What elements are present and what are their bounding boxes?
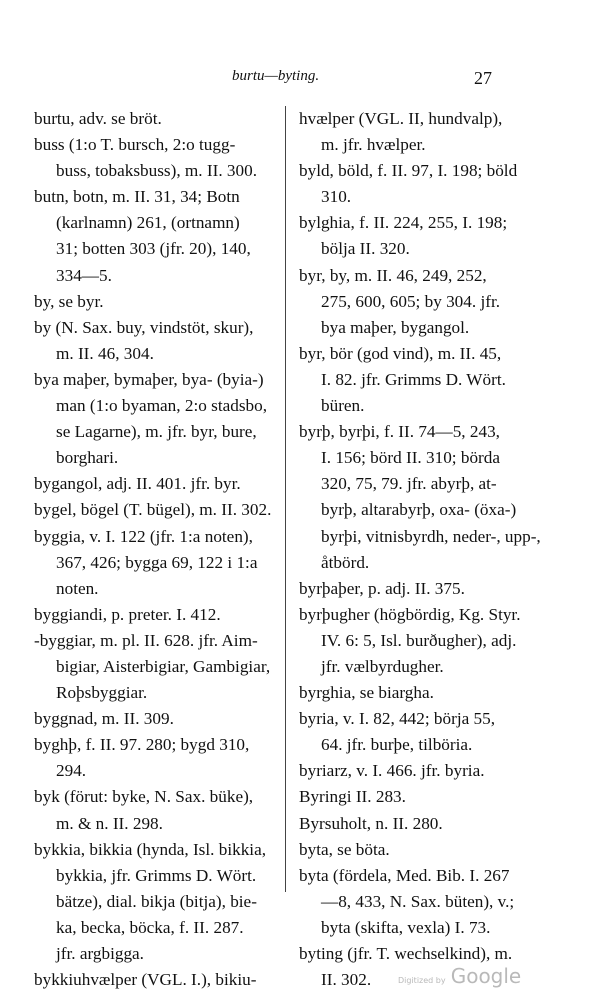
dictionary-entry [299, 576, 543, 602]
entry-line: se Lagarne), m. jfr. byr, bure, [56, 422, 257, 442]
google-watermark [398, 964, 521, 988]
dictionary-entry [34, 497, 284, 523]
entry-line: butn, botn, m. II. 31, 34; Botn [34, 187, 240, 207]
entry-line: m. jfr. hvælper. [321, 135, 426, 155]
entry-line: byld, böld, f. II. 97, I. 198; böld [299, 161, 518, 181]
entry-line: by (N. Sax. buy, vindstöt, skur), [34, 317, 254, 337]
dictionary-entry [299, 419, 543, 576]
entry-line: byting (jfr. T. wechselkind), m. [299, 944, 513, 963]
entry-line: byriarz, v. I. 466. jfr. byria. [299, 761, 485, 781]
dictionary-entry [34, 602, 284, 628]
dictionary-entry [299, 758, 543, 784]
dictionary-entry [34, 184, 284, 288]
entry-line: —8, 433, N. Sax. büten), v.; [321, 891, 515, 911]
entry-line: byrþ, altarabyrþ, oxa- (öxa-) [321, 500, 517, 520]
entry-line: 334—5. [56, 265, 112, 285]
dictionary-entry [34, 289, 284, 315]
entry-line: byggiandi, p. preter. I. 412. [34, 604, 221, 624]
entry-line: ka, becka, böcka, f. II. 287. [56, 917, 244, 937]
dictionary-entry [299, 158, 543, 210]
dictionary-entry [299, 341, 543, 419]
entry-line: 320, 75, 79. jfr. abyrþ, at- [321, 474, 497, 494]
entry-line: borghari. [56, 448, 119, 468]
entry-line: bya maþer, bygangol. [321, 317, 470, 337]
left-column [34, 106, 284, 993]
entry-line: noten. [56, 578, 99, 598]
entry-line: byria, v. I. 82, 442; börja 55, [299, 709, 496, 729]
entry-line: bykkiuhvælper (VGL. I.), bikiu- [34, 970, 257, 990]
entry-line: byrþi, vitnisbyrdh, neder-, upp-, [321, 526, 541, 546]
entry-line: m. II. 46, 304. [56, 343, 154, 363]
entry-line: I. 156; börd II. 310; börda [321, 448, 501, 468]
entry-line: byta (fördela, Med. Bib. I. 267 [299, 865, 510, 885]
entry-line: II. 302. [321, 970, 372, 990]
dictionary-entry [34, 784, 284, 836]
entry-line: buss (1:o T. bursch, 2:o tugg- [34, 135, 236, 155]
entry-line: (karlnamn) 261, (ortnamn) [56, 213, 240, 233]
page-number: 27 [474, 68, 492, 88]
entry-line: byggia, v. I. 122 (jfr. 1:a noten), [34, 526, 253, 546]
entry-line: bölja II. 320. [321, 239, 410, 259]
dictionary-entry [34, 132, 284, 184]
dictionary-entry [299, 784, 543, 810]
dictionary-entry [299, 263, 543, 341]
watermark-google: Google [450, 964, 522, 988]
dictionary-entry [34, 732, 284, 784]
entry-line: m. & n. II. 298. [56, 813, 163, 833]
entry-line: Byringi II. 283. [299, 787, 406, 807]
dictionary-entry [299, 106, 543, 158]
entry-line: byggnad, m. II. 309. [34, 709, 174, 729]
entry-line: byk (förut: byke, N. Sax. büke), [34, 787, 254, 807]
dictionary-entry [34, 706, 284, 732]
entry-line: bya maþer, bymaþer, bya- (byia-) [34, 369, 264, 389]
dictionary-entry [299, 680, 543, 706]
entry-line: IV. 6: 5, Isl. burðugher), adj. [321, 630, 517, 650]
entry-line: byr, by, m. II. 46, 249, 252, [299, 265, 487, 285]
dictionary-entry [34, 524, 284, 602]
entry-line: I. 82. jfr. Grimms D. Wört. [321, 369, 506, 389]
dictionary-entry [299, 706, 543, 758]
dictionary-entry [299, 602, 543, 680]
entry-line: bätze), dial. bikja (bitja), bie- [56, 891, 257, 911]
entry-line: 275, 600, 605; by 304. jfr. [321, 291, 501, 311]
running-head: burtu—byting. [232, 68, 320, 84]
entry-line: -byggiar, m. pl. II. 628. jfr. Aim- [34, 630, 258, 650]
entry-line: Roþsbyggiar. [56, 683, 148, 703]
dictionary-entry [34, 471, 284, 497]
entry-line: byrghia, se biargha. [299, 683, 434, 703]
entry-line: 31; botten 303 (jfr. 20), 140, [56, 239, 251, 259]
entry-line: byrþaþer, p. adj. II. 375. [299, 578, 465, 598]
entry-line: bigiar, Aisterbigiar, Gambigiar, [56, 656, 271, 676]
dictionary-entry [299, 811, 543, 837]
dictionary-entry [34, 106, 284, 132]
entry-line: burtu, adv. se bröt. [34, 109, 162, 128]
watermark-digitized-by: Digitized by [398, 976, 446, 985]
entry-line: jfr. argbigga. [56, 944, 144, 963]
entry-line: byta (skifta, vexla) I. 73. [321, 917, 491, 937]
dictionary-entry [299, 863, 543, 941]
entry-line: byta, se böta. [299, 839, 390, 859]
dictionary-entry [34, 967, 284, 993]
right-column [299, 106, 543, 993]
entry-line: byghþ, f. II. 97. 280; bygd 310, [34, 735, 250, 755]
column-divider [285, 106, 286, 892]
entry-line: buss, tobaksbuss), m. II. 300. [56, 161, 257, 181]
entry-line: bylghia, f. II. 224, 255, I. 198; [299, 213, 508, 233]
dictionary-entry [34, 367, 284, 471]
entry-line: 367, 426; bygga 69, 122 i 1:a [56, 552, 258, 572]
entry-line: byrþ, byrþi, f. II. 74—5, 243, [299, 422, 500, 442]
entry-line: büren. [321, 396, 365, 416]
dictionary-entry [299, 837, 543, 863]
entry-line: jfr. vælbyrdugher. [321, 656, 444, 676]
dictionary-entry [34, 837, 284, 967]
entry-line: bykkia, bikkia (hynda, Isl. bikkia, [34, 839, 266, 859]
entry-line: man (1:o byaman, 2:o stadsbo, [56, 396, 267, 416]
dictionary-entry [34, 628, 284, 706]
entry-line: bygel, bögel (T. bügel), m. II. 302. [34, 500, 272, 520]
entry-line: byrþugher (högbördig, Kg. Styr. [299, 604, 521, 624]
entry-line: åtbörd. [321, 552, 370, 572]
dictionary-entry [34, 315, 284, 367]
entry-line: bykkia, jfr. Grimms D. Wört. [56, 865, 257, 885]
entry-line: byr, bör (god vind), m. II. 45, [299, 343, 502, 363]
entry-line: 64. jfr. burþe, tilböria. [321, 735, 473, 755]
entry-line: by, se byr. [34, 291, 104, 311]
entry-line: 294. [56, 761, 87, 781]
dictionary-entry [299, 210, 543, 262]
entry-line: hvælper (VGL. II, hundvalp), [299, 109, 503, 128]
entry-line: bygangol, adj. II. 401. jfr. byr. [34, 474, 241, 494]
entry-line: 310. [321, 187, 352, 207]
page-header [0, 68, 603, 92]
entry-line: Byrsuholt, n. II. 280. [299, 813, 443, 833]
